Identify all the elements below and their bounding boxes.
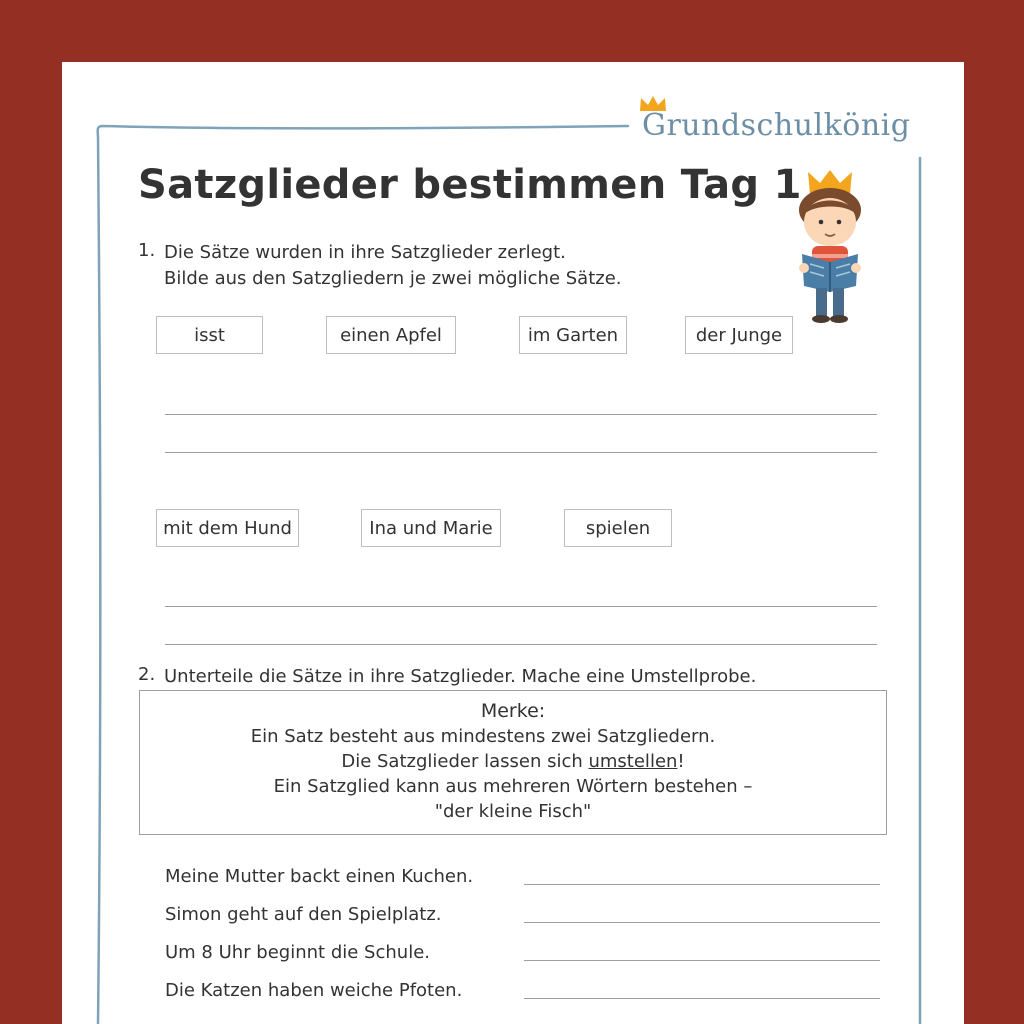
task-2-number: 2. xyxy=(138,664,156,685)
page-title: Satzglieder bestimmen Tag 1 xyxy=(138,162,802,208)
task-1-instruction-line-1: Die Sätze wurden in ihre Satzglieder zerlegt. xyxy=(164,242,566,263)
word-chip: isst xyxy=(156,316,263,354)
answer-line[interactable] xyxy=(524,922,880,923)
answer-line[interactable] xyxy=(524,960,880,961)
sentence: Simon geht auf den Spielplatz. xyxy=(165,904,442,925)
writing-line[interactable] xyxy=(165,414,877,415)
word-chip: der Junge xyxy=(685,316,793,354)
merke-line-1: Ein Satz besteht aus mindestens zwei Satzgliedern. xyxy=(250,726,716,747)
writing-line[interactable] xyxy=(165,644,877,645)
merke-line-3: Ein Satzglied kann aus mehreren Wörtern bestehen – xyxy=(273,776,753,797)
worksheet xyxy=(62,62,964,1024)
merke-line-2: Die Satzglieder lassen sich umstellen! xyxy=(341,751,685,772)
word-chip: Ina und Marie xyxy=(361,509,501,547)
writing-line[interactable] xyxy=(165,452,877,453)
king-boy-illustration xyxy=(790,168,870,326)
answer-line[interactable] xyxy=(524,884,880,885)
answer-line[interactable] xyxy=(524,998,880,999)
sentence: Die Katzen haben weiche Pfoten. xyxy=(165,980,463,1001)
word-chip: mit dem Hund xyxy=(156,509,299,547)
merke-heading: Merke: xyxy=(480,700,546,722)
sentence: Um 8 Uhr beginnt die Schule. xyxy=(165,942,430,963)
underlined-word: umstellen xyxy=(588,751,678,772)
word-chip: einen Apfel xyxy=(326,316,456,354)
word-chip: spielen xyxy=(564,509,672,547)
sentence: Meine Mutter backt einen Kuchen. xyxy=(165,866,474,887)
task-1-number: 1. xyxy=(138,240,156,261)
writing-line[interactable] xyxy=(165,606,877,607)
merke-box xyxy=(139,690,887,835)
task-1-instruction-line-2: Bilde aus den Satzgliedern je zwei mögliche Sätze. xyxy=(164,268,622,289)
merke-line-4: "der kleine Fisch" xyxy=(434,801,592,822)
word-chip: im Garten xyxy=(519,316,627,354)
brand-logo: Grundschulkönig xyxy=(642,108,911,143)
task-2-instruction: Unterteile die Sätze in ihre Satzglieder. Mache eine Umstellprobe. xyxy=(164,666,757,687)
